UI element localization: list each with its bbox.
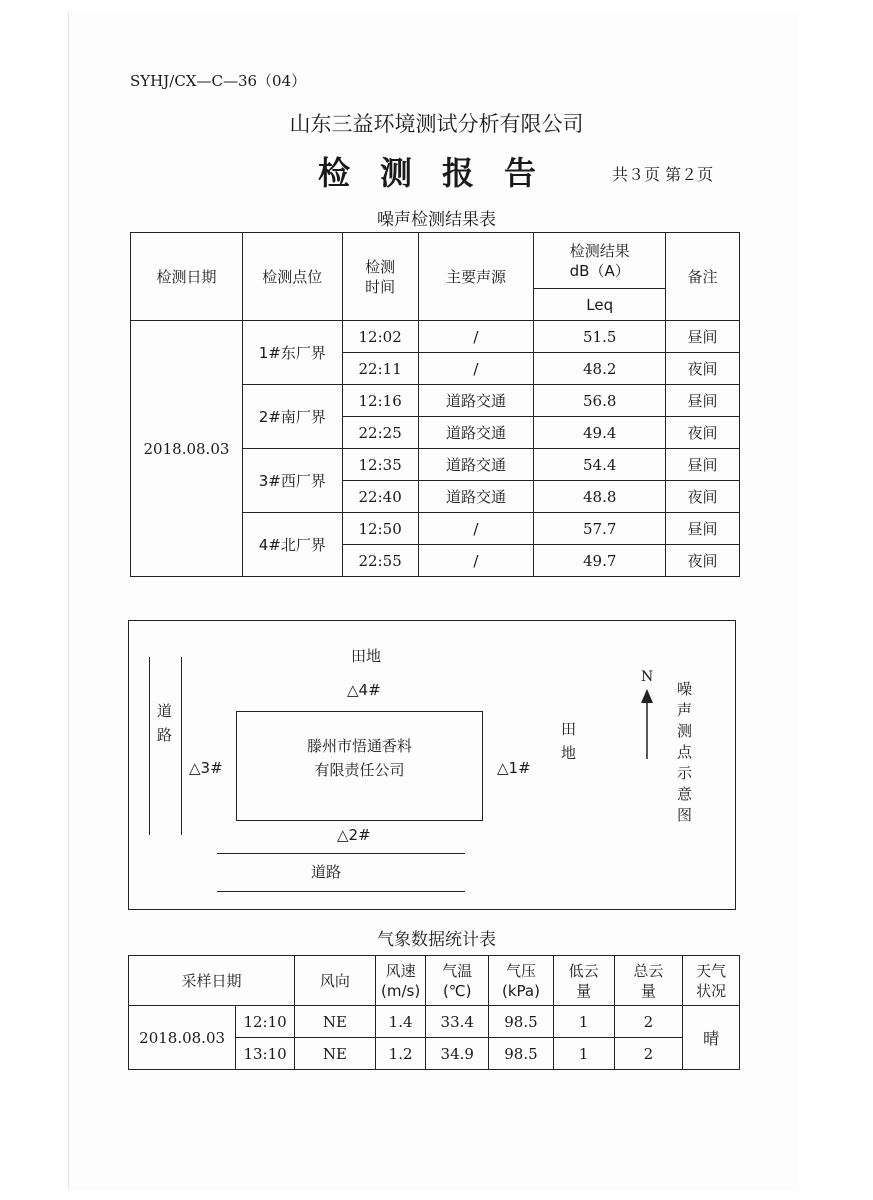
header-sample-date: 采样日期 <box>129 956 295 1006</box>
company-name: 山东三益环境测试分析有限公司 <box>289 112 584 136</box>
weather-stats-table <box>128 955 740 1070</box>
cell-leq: 48.8 <box>534 481 666 513</box>
cell-source: 道路交通 <box>418 481 534 513</box>
cell-remark: 昼间 <box>666 385 740 417</box>
header-time: 检测时间 <box>342 233 418 321</box>
cell-point: 4#北厂界 <box>242 513 342 577</box>
cell-source: 道路交通 <box>418 385 534 417</box>
cell-time: 12:50 <box>342 513 418 545</box>
cell-leq: 49.4 <box>534 417 666 449</box>
north-arrow-icon <box>640 689 654 759</box>
cell-point: 1#东厂界 <box>242 321 342 385</box>
cell-remark: 夜间 <box>666 545 740 577</box>
cell-temp: 34.9 <box>426 1038 489 1070</box>
cell-time: 12:10 <box>236 1006 295 1038</box>
cell-leq: 49.7 <box>534 545 666 577</box>
cell-remark: 夜间 <box>666 417 740 449</box>
cell-source: / <box>418 513 534 545</box>
page-info: 共３页 第２页 <box>612 165 714 184</box>
cell-time: 22:25 <box>342 417 418 449</box>
cell-remark: 昼间 <box>666 321 740 353</box>
cell-point: 3#西厂界 <box>242 449 342 513</box>
cell-sample-date: 2018.08.03 <box>129 1006 236 1070</box>
west-road-label: 道路 <box>157 702 173 744</box>
header-source: 主要声源 <box>418 233 534 321</box>
point-1-marker: △1# <box>497 759 531 777</box>
cell-remark: 昼间 <box>666 449 740 481</box>
cell-time: 12:16 <box>342 385 418 417</box>
cell-wind-speed: 1.2 <box>375 1038 426 1070</box>
cell-pressure: 98.5 <box>489 1006 554 1038</box>
weather-table-title: 气象数据统计表 <box>377 930 496 950</box>
header-pressure: 气压(kPa) <box>489 956 554 1006</box>
factory-name-line1: 滕州市悟通香料 <box>306 737 412 755</box>
cell-low-cloud: 1 <box>553 1006 614 1038</box>
cell-leq: 54.4 <box>534 449 666 481</box>
north-label: N <box>641 669 654 685</box>
point-3-marker: △3# <box>189 759 223 777</box>
south-road-line-lower <box>217 891 465 892</box>
cell-remark: 昼间 <box>666 513 740 545</box>
cell-leq: 51.5 <box>534 321 666 353</box>
noise-table-title: 噪声检测结果表 <box>377 210 496 230</box>
cell-time: 12:35 <box>342 449 418 481</box>
cell-low-cloud: 1 <box>553 1038 614 1070</box>
cell-source: / <box>418 321 534 353</box>
header-wind-speed: 风速(m/s) <box>375 956 426 1006</box>
cell-remark: 夜间 <box>666 353 740 385</box>
document-code: SYHJ/CX—C—36（04） <box>130 72 307 90</box>
cell-point: 2#南厂界 <box>242 385 342 449</box>
factory-outline <box>236 711 483 821</box>
noise-results-table <box>130 232 740 577</box>
cell-source: 道路交通 <box>418 417 534 449</box>
header-date: 检测日期 <box>131 233 243 321</box>
report-title: 检测报告 <box>318 154 567 192</box>
header-low-cloud: 低云量 <box>553 956 614 1006</box>
header-total-cloud: 总云量 <box>614 956 683 1006</box>
diagram-caption: 噪声测点示意图 <box>677 680 693 824</box>
cell-time: 22:40 <box>342 481 418 513</box>
header-temp: 气温(℃) <box>426 956 489 1006</box>
cell-source: / <box>418 545 534 577</box>
cell-wind-speed: 1.4 <box>375 1006 426 1038</box>
cell-date: 2018.08.03 <box>131 321 243 577</box>
cell-leq: 57.7 <box>534 513 666 545</box>
noise-point-diagram <box>128 620 736 910</box>
cell-total-cloud: 2 <box>614 1006 683 1038</box>
cell-time: 12:02 <box>342 321 418 353</box>
cell-time: 22:55 <box>342 545 418 577</box>
cell-wind-dir: NE <box>294 1006 375 1038</box>
cell-time: 22:11 <box>342 353 418 385</box>
north-field-label: 田地 <box>351 647 382 665</box>
point-4-marker: △4# <box>347 681 381 699</box>
cell-wind-dir: NE <box>294 1038 375 1070</box>
south-road-line-upper <box>217 853 465 854</box>
header-wind-dir: 风向 <box>294 956 375 1006</box>
header-point: 检测点位 <box>242 233 342 321</box>
header-weather: 天气状况 <box>683 956 740 1006</box>
factory-name-line2: 有限责任公司 <box>314 761 405 779</box>
factory-name <box>237 734 482 782</box>
east-field-label: 田地 <box>561 720 577 762</box>
header-result: 检测结果dB（A） <box>534 233 666 289</box>
cell-total-cloud: 2 <box>614 1038 683 1070</box>
cell-temp: 33.4 <box>426 1006 489 1038</box>
point-2-marker: △2# <box>337 826 371 844</box>
table-row <box>129 1006 740 1038</box>
table-row <box>131 321 740 353</box>
cell-source: / <box>418 353 534 385</box>
west-road-line-inner <box>181 657 182 835</box>
cell-weather: 晴 <box>683 1006 740 1070</box>
cell-remark: 夜间 <box>666 481 740 513</box>
cell-source: 道路交通 <box>418 449 534 481</box>
south-road-label: 道路 <box>311 863 342 881</box>
cell-time: 13:10 <box>236 1038 295 1070</box>
header-remark: 备注 <box>666 233 740 321</box>
cell-pressure: 98.5 <box>489 1038 554 1070</box>
cell-leq: 48.2 <box>534 353 666 385</box>
cell-leq: 56.8 <box>534 385 666 417</box>
west-road-line-outer <box>149 657 150 835</box>
header-leq: Leq <box>534 289 666 321</box>
